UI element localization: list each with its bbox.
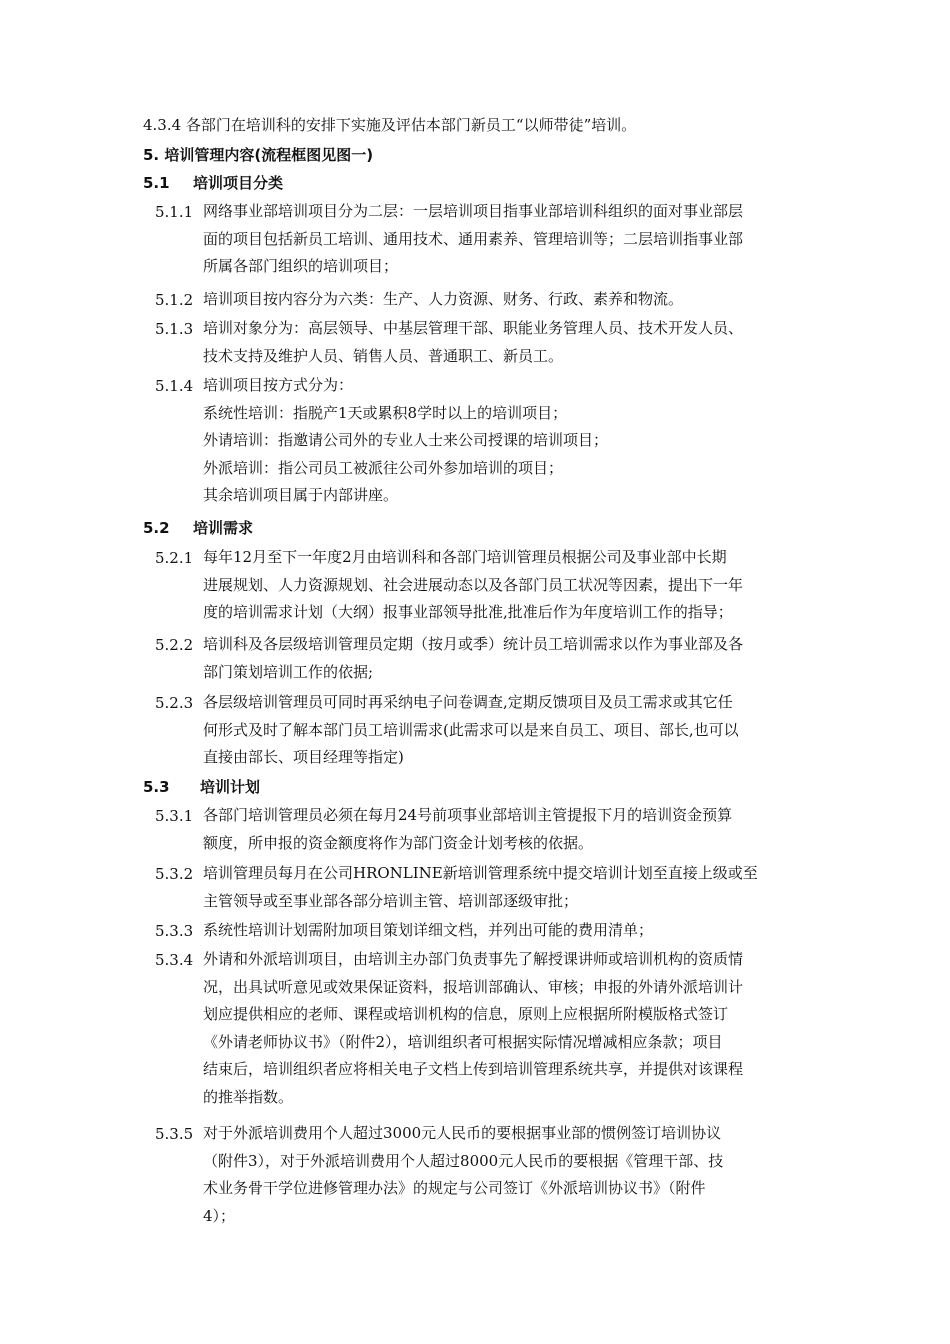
clause-5-2-1-number: 5.2.1: [155, 549, 194, 567]
clause-5-3-1-number: 5.3.1: [155, 807, 194, 825]
clause-5-1-2-text: [203, 286, 811, 314]
text-line: 何形式及时了解本部门员工培训需求(此需求可以是来自员工、项目、部长,也可以: [203, 720, 739, 739]
text-line: （附件3），对于外派培训费用个人超过8000元人民币的要根据《管理干部、技: [203, 1151, 724, 1170]
text-line: 术业务骨干学位进修管理办法》的规定与公司签订《外派培训协议书》（附件: [203, 1179, 706, 1197]
text-line: 外请和外派培训项目，由培训主办部门负责事先了解授课讲师或培训机构的资质情: [203, 950, 744, 968]
text-line: 各层级培训管理员可同时再采纳电子问卷调查,定期反馈项目及员工需求或其它任: [203, 693, 733, 711]
text-line: 进展规划、人力资源规划、社会进展动态以及各部门员工状况等因素，提出下一年: [203, 575, 744, 594]
text-line: 面的项目包括新员工培训、通用技术、通用素养、管理培训等；二层培训指事业部: [203, 229, 744, 248]
text-line: 《外请老师协议书》（附件2），培训组织者可根据实际情况增减相应条款；项目: [203, 1032, 723, 1051]
text-line: 度的培训需求计划（大纲）报事业部领导批准,批准后作为年度培训工作的指导；: [203, 603, 733, 621]
text-line: 培训管理员每月在公司HRONLINE新培训管理系统中提交培训计划至直接上级或至: [203, 864, 758, 882]
section-5-2-number: 5.2: [143, 519, 170, 537]
text-line: 的推举指数。: [203, 1087, 294, 1106]
text-line: 各部门培训管理员必须在每月24号前项事业部培训主管提报下月的培训资金预算: [203, 806, 733, 824]
clause-5-3-4-text: [203, 946, 811, 1111]
clause-5-3-2-number: 5.3.2: [155, 865, 194, 883]
clause-5-3-3-text: [203, 917, 811, 945]
text-line: 部门策划培训工作的依据;: [203, 662, 374, 681]
clause-5-1-3-text: [203, 315, 811, 370]
text-line: 每年12月至下一年度2月由培训科和各部门培训管理员根据公司及事业部中长期: [203, 548, 727, 566]
text-line: 技术支持及维护人员、销售人员、普通职工、新员工。: [203, 346, 564, 365]
text-line: 系统性培训计划需附加项目策划详细文档，并列出可能的费用清单；: [203, 921, 654, 939]
clause-5-3-3-number: 5.3.3: [155, 922, 194, 940]
text-line: 外派培训：指公司员工被派往公司外参加培训的项目；: [203, 458, 564, 477]
text-line: 其余培训项目属于内部讲座。: [203, 486, 399, 504]
text-line: 对于外派培训费用个人超过3000元人民币的要根据事业部的惯例签订培训协议: [203, 1124, 722, 1142]
clause-5-3-4-number: 5.3.4: [155, 951, 194, 969]
clause-5-1-2-number: 5.1.2: [155, 291, 194, 309]
text-line: 所属各部门组织的培训项目；: [203, 257, 399, 275]
text-line: 培训科及各层级培训管理员定期（按月或季）统计员工培训需求以作为事业部及各: [203, 635, 744, 653]
text-line: 结束后，培训组织者应将相关电子文档上传到培训管理系统共享，并提供对该课程: [203, 1060, 744, 1078]
clause-5-1-1-number: 5.1.1: [155, 203, 194, 221]
clause-5-3-2-text: [203, 860, 811, 915]
clause-5-2-3-number: 5.2.3: [155, 694, 194, 712]
section-5-1-title: 培训项目分类: [193, 174, 284, 192]
clause-5-3-5-text: [203, 1120, 811, 1230]
clause-5-3-1-text: [203, 802, 811, 857]
clause-5-1-4-text: [203, 372, 811, 510]
section-5-3-number: 5.3: [143, 778, 170, 796]
clause-5-3-5-number: 5.3.5: [155, 1125, 194, 1143]
text-line: 网络事业部培训项目分为二层：一层培训项目指事业部培训科组织的面对事业部层: [203, 202, 744, 220]
text-line: 直接由部长、项目经理等指定): [203, 748, 404, 766]
clause-5-1-3-number: 5.1.3: [155, 320, 194, 338]
text-line: 额度，所申报的资金额度将作为部门资金计划考核的依据。: [203, 833, 594, 852]
section-5-heading: 5. 培训管理内容(流程框图见图一): [143, 146, 374, 164]
text-line: 外请培训：指邀请公司外的专业人士来公司授课的培训项目；: [203, 431, 609, 449]
text-line: 4）；: [203, 1206, 236, 1225]
clause-5-1-4-number: 5.1.4: [155, 377, 194, 395]
text-line: 培训项目按方式分为：: [203, 376, 354, 394]
clause-5-2-1-text: [203, 544, 811, 627]
clause-5-1-1-text: [203, 198, 811, 281]
clause-5-2-3-text: [203, 689, 811, 772]
clause-5-2-2-text: [203, 631, 811, 686]
section-5-3-title: 培训计划: [200, 778, 261, 796]
text-line: 况，出具试听意见或效果保证资料，报培训部确认、审核；申报的外请外派培训计: [203, 977, 744, 996]
clause-4-3-4: 4.3.4 各部门在培训科的安排下实施及评估本部门新员工“以师带徒”培训。: [143, 116, 637, 134]
text-line: 培训对象分为：高层领导、中基层管理干部、职能业务管理人员、技术开发人员、: [203, 319, 744, 337]
text-line: 系统性培训：指脱产1天或累积8学时以上的培训项目；: [203, 403, 568, 422]
text-line: 划应提供相应的老师、课程或培训机构的信息，原则上应根据所附模版格式签订: [203, 1005, 729, 1023]
section-5-2-title: 培训需求: [193, 519, 254, 537]
section-5-1-number: 5.1: [143, 174, 170, 192]
text-line: 培训项目按内容分为六类：生产、人力资源、财务、行政、素养和物流。: [203, 290, 684, 308]
clause-5-2-2-number: 5.2.2: [155, 636, 194, 654]
text-line: 主管领导或至事业部各部分培训主管、培训部逐级审批；: [203, 891, 579, 910]
